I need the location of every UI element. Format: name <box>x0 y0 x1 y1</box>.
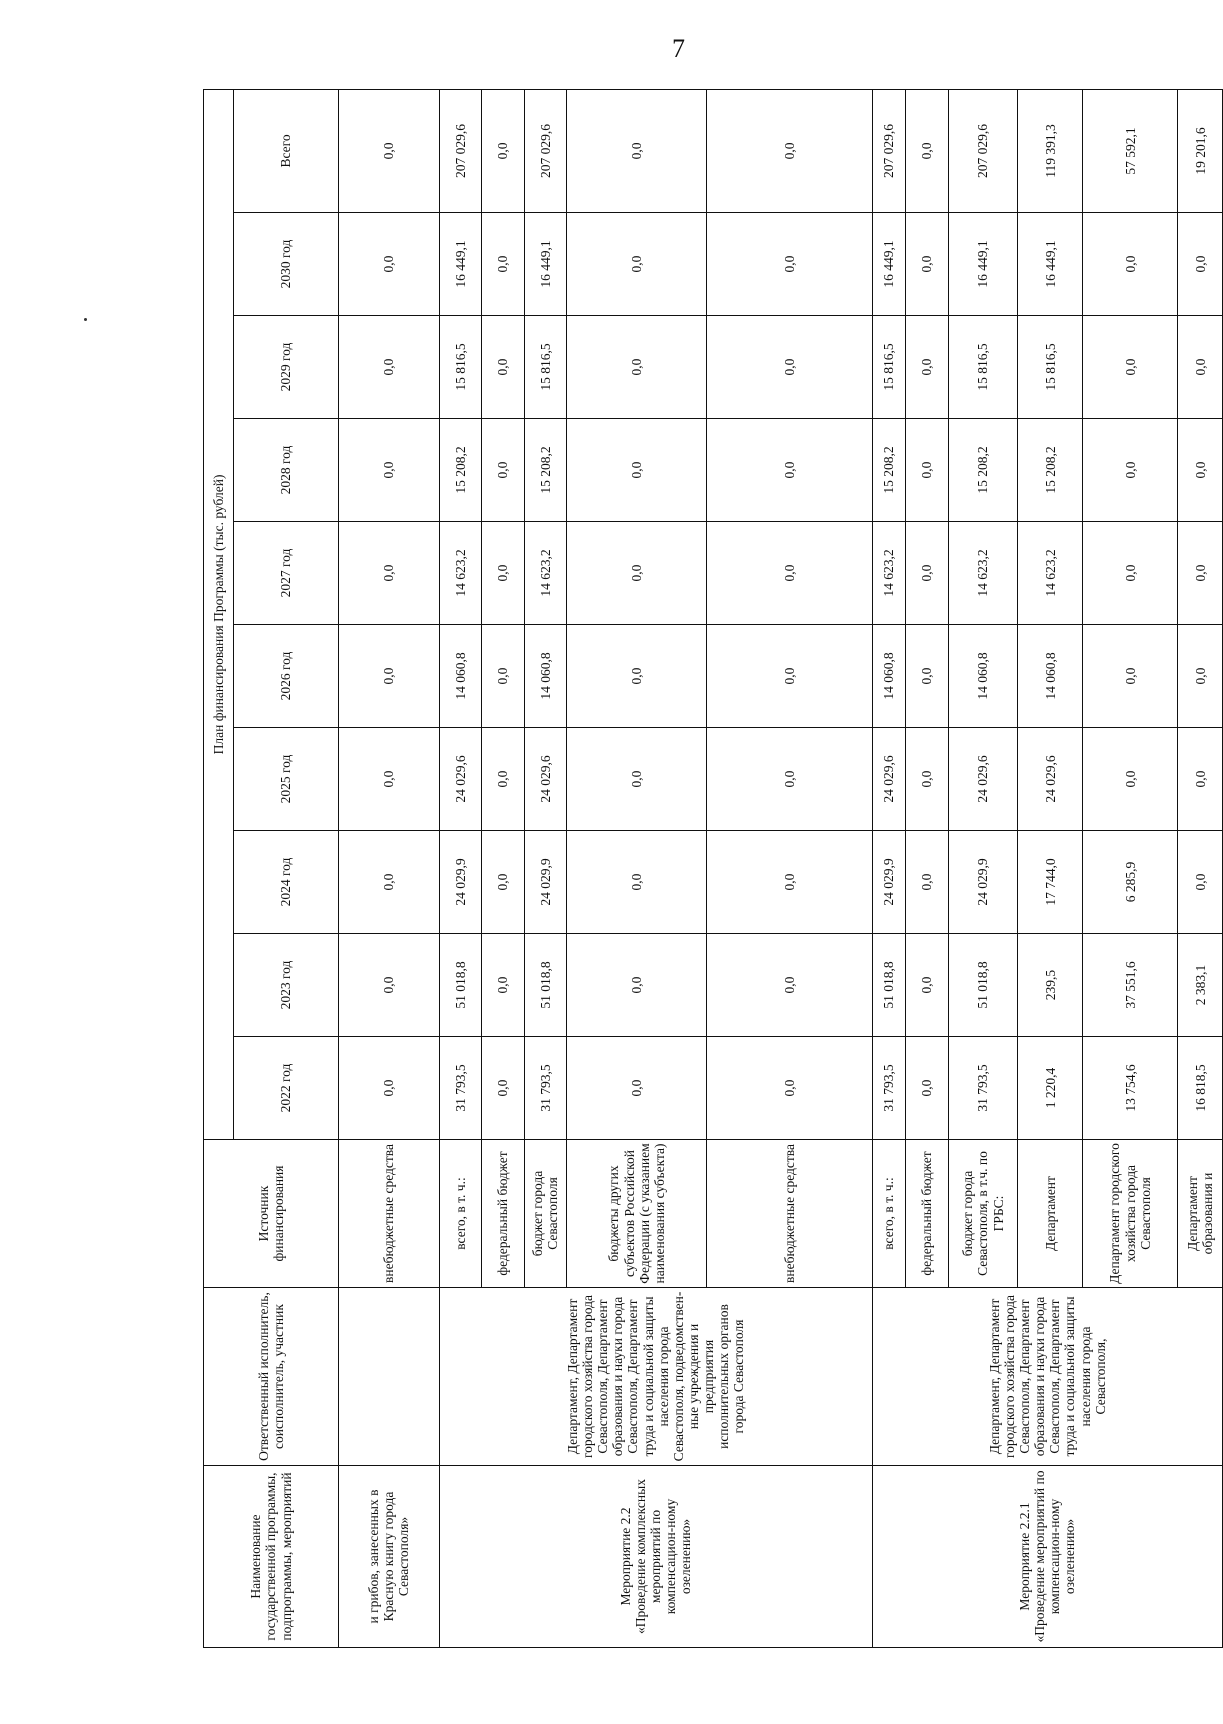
value-cell: 0,0 <box>1178 522 1223 625</box>
value-cell: 207 029,6 <box>439 89 482 212</box>
value-cell: 0,0 <box>567 728 707 831</box>
table-row <box>339 89 440 1647</box>
value-cell: 0,0 <box>567 419 707 522</box>
value-cell: 0,0 <box>339 625 440 728</box>
value-cell: 0,0 <box>1083 625 1178 728</box>
source-cell: бюджет города Севастополя, в т.ч. по ГРБС: <box>948 1140 1017 1288</box>
value-cell: 0,0 <box>906 213 949 316</box>
value-cell: 0,0 <box>567 213 707 316</box>
value-cell: 0,0 <box>906 934 949 1037</box>
value-cell: 15 816,5 <box>524 316 567 419</box>
header-year: 2024 год <box>234 831 339 934</box>
header-year: 2027 год <box>234 522 339 625</box>
value-cell: 0,0 <box>1178 831 1223 934</box>
name-cell: Мероприятие 2.2.1 «Проведение мероприятий по компенсацион-ному озеленению» <box>872 1466 1222 1648</box>
value-cell: 0,0 <box>567 316 707 419</box>
header-year: 2028 год <box>234 419 339 522</box>
value-cell: 24 029,6 <box>1018 728 1083 831</box>
value-cell: 0,0 <box>1083 316 1178 419</box>
value-cell: 15 208,2 <box>872 419 906 522</box>
value-cell: 0,0 <box>339 934 440 1037</box>
value-cell: 0,0 <box>906 316 949 419</box>
page-number: 7 <box>672 34 685 63</box>
value-cell: 14 060,8 <box>948 625 1017 728</box>
resp-cell: Департамент, Департамент городского хозяйства города Севастополя, Департамент образования и науки города Севастополя, Департамент труда и социальной защиты населения города Севастополя, подведомствен-ные учреждения и предприятия исполнительных органов города Севастополя <box>439 1288 872 1466</box>
value-cell: 0,0 <box>1178 213 1223 316</box>
value-cell: 31 793,5 <box>872 1037 906 1140</box>
value-cell: 14 623,2 <box>439 522 482 625</box>
value-cell: 0,0 <box>567 522 707 625</box>
value-cell: 16 449,1 <box>524 213 567 316</box>
value-cell: 51 018,8 <box>439 934 482 1037</box>
source-cell: бюджет города Севастополя <box>524 1140 567 1288</box>
value-cell: 15 816,5 <box>872 316 906 419</box>
value-cell: 6 285,9 <box>1083 831 1178 934</box>
value-cell: 31 793,5 <box>439 1037 482 1140</box>
value-cell: 0,0 <box>707 213 873 316</box>
value-cell: 37 551,6 <box>1083 934 1178 1037</box>
value-cell: 0,0 <box>482 316 525 419</box>
value-cell: 0,0 <box>707 1037 873 1140</box>
stray-mark <box>84 318 87 321</box>
table-row <box>872 89 906 1647</box>
value-cell: 14 060,8 <box>524 625 567 728</box>
value-cell: 0,0 <box>1083 419 1178 522</box>
value-cell: 16 818,5 <box>1178 1037 1223 1140</box>
value-cell: 57 592,1 <box>1083 89 1178 212</box>
value-cell: 51 018,8 <box>948 934 1017 1037</box>
value-cell: 0,0 <box>707 522 873 625</box>
value-cell: 16 449,1 <box>948 213 1017 316</box>
source-cell: всего, в т. ч.: <box>439 1140 482 1288</box>
header-source-col: Источник финансирования <box>204 1140 339 1288</box>
value-cell: 119 391,3 <box>1018 89 1083 212</box>
value-cell: 207 029,6 <box>872 89 906 212</box>
value-cell: 0,0 <box>567 1037 707 1140</box>
value-cell: 31 793,5 <box>948 1037 1017 1140</box>
value-cell: 14 060,8 <box>872 625 906 728</box>
value-cell: 16 449,1 <box>872 213 906 316</box>
resp-cell <box>339 1288 440 1466</box>
value-cell: 0,0 <box>567 625 707 728</box>
source-cell: внебюджетные средства <box>339 1140 440 1288</box>
rotated-table-wrapper <box>203 92 1223 1648</box>
header-year: 2023 год <box>234 934 339 1037</box>
header-plan-title: План финансирования Программы (тыс. рублей) <box>204 89 234 1139</box>
value-cell: 0,0 <box>707 419 873 522</box>
value-cell: 207 029,6 <box>524 89 567 212</box>
header-total: Всего <box>234 89 339 212</box>
value-cell: 16 449,1 <box>439 213 482 316</box>
value-cell: 14 623,2 <box>872 522 906 625</box>
value-cell: 0,0 <box>339 831 440 934</box>
value-cell: 51 018,8 <box>524 934 567 1037</box>
value-cell: 0,0 <box>707 89 873 212</box>
value-cell: 0,0 <box>482 625 525 728</box>
value-cell: 0,0 <box>482 522 525 625</box>
value-cell: 0,0 <box>707 831 873 934</box>
value-cell: 0,0 <box>339 522 440 625</box>
value-cell: 19 201,6 <box>1178 89 1223 212</box>
value-cell: 0,0 <box>906 419 949 522</box>
value-cell: 0,0 <box>339 213 440 316</box>
value-cell: 0,0 <box>482 213 525 316</box>
header-name-col: Наименование государственной программы, подпрограммы, мероприятий <box>204 1466 339 1648</box>
value-cell: 0,0 <box>707 728 873 831</box>
value-cell: 0,0 <box>482 934 525 1037</box>
value-cell: 14 623,2 <box>1018 522 1083 625</box>
source-cell: всего, в т. ч.: <box>872 1140 906 1288</box>
value-cell: 14 623,2 <box>948 522 1017 625</box>
value-cell: 0,0 <box>339 89 440 212</box>
value-cell: 0,0 <box>482 728 525 831</box>
value-cell: 2 383,1 <box>1178 934 1223 1037</box>
value-cell: 15 208,2 <box>1018 419 1083 522</box>
value-cell: 239,5 <box>1018 934 1083 1037</box>
value-cell: 24 029,9 <box>872 831 906 934</box>
value-cell: 15 208,2 <box>439 419 482 522</box>
value-cell: 14 623,2 <box>524 522 567 625</box>
value-cell: 24 029,6 <box>524 728 567 831</box>
value-cell: 0,0 <box>1083 522 1178 625</box>
value-cell: 51 018,8 <box>872 934 906 1037</box>
value-cell: 15 816,5 <box>1018 316 1083 419</box>
value-cell: 15 816,5 <box>439 316 482 419</box>
value-cell: 0,0 <box>1083 213 1178 316</box>
value-cell: 0,0 <box>906 522 949 625</box>
header-year: 2030 год <box>234 213 339 316</box>
header-year: 2025 год <box>234 728 339 831</box>
value-cell: 15 816,5 <box>948 316 1017 419</box>
value-cell: 0,0 <box>567 934 707 1037</box>
value-cell: 0,0 <box>906 89 949 212</box>
value-cell: 207 029,6 <box>948 89 1017 212</box>
source-cell: Департамент <box>1018 1140 1083 1288</box>
value-cell: 14 060,8 <box>439 625 482 728</box>
value-cell: 0,0 <box>1083 728 1178 831</box>
source-cell: Департамент городского хозяйства города Севастополя <box>1083 1140 1178 1288</box>
value-cell: 0,0 <box>707 625 873 728</box>
value-cell: 0,0 <box>482 89 525 212</box>
value-cell: 24 029,9 <box>524 831 567 934</box>
header-year: 2029 год <box>234 316 339 419</box>
value-cell: 0,0 <box>339 419 440 522</box>
header-resp-col: Ответственный исполнитель, соисполнитель, участник <box>204 1288 339 1466</box>
resp-cell: Департамент, Департамент городского хозяйства города Севастополя, Департамент образования и науки города Севастополя, Департамент труда и социальной защиты населения города Севастополя, <box>872 1288 1222 1466</box>
value-cell: 0,0 <box>707 316 873 419</box>
value-cell: 0,0 <box>339 1037 440 1140</box>
source-cell: внебюджетные средства <box>707 1140 873 1288</box>
value-cell: 15 208,2 <box>948 419 1017 522</box>
value-cell: 0,0 <box>482 419 525 522</box>
header-year: 2022 год <box>234 1037 339 1140</box>
value-cell: 0,0 <box>482 1037 525 1140</box>
value-cell: 0,0 <box>1178 728 1223 831</box>
value-cell: 0,0 <box>707 934 873 1037</box>
value-cell: 0,0 <box>1178 625 1223 728</box>
financing-plan-table <box>203 89 1223 1648</box>
value-cell: 17 744,0 <box>1018 831 1083 934</box>
value-cell: 0,0 <box>906 625 949 728</box>
value-cell: 24 029,9 <box>439 831 482 934</box>
value-cell: 13 754,6 <box>1083 1037 1178 1140</box>
source-cell: бюджеты других субъектов Российской Федерации (с указанием наименования субъекта) <box>567 1140 707 1288</box>
source-cell: Департамент образования и <box>1178 1140 1223 1288</box>
value-cell: 0,0 <box>906 831 949 934</box>
value-cell: 0,0 <box>1178 316 1223 419</box>
value-cell: 0,0 <box>906 1037 949 1140</box>
value-cell: 0,0 <box>482 831 525 934</box>
value-cell: 0,0 <box>567 89 707 212</box>
source-cell: федеральный бюджет <box>482 1140 525 1288</box>
value-cell: 0,0 <box>339 728 440 831</box>
value-cell: 0,0 <box>1178 419 1223 522</box>
value-cell: 24 029,6 <box>948 728 1017 831</box>
value-cell: 31 793,5 <box>524 1037 567 1140</box>
name-cell: Мероприятие 2.2 «Проведение комплексных мероприятий по компенсацион-ному озеленению» <box>439 1466 872 1648</box>
value-cell: 24 029,6 <box>439 728 482 831</box>
table-row <box>439 89 482 1647</box>
value-cell: 0,0 <box>339 316 440 419</box>
value-cell: 24 029,6 <box>872 728 906 831</box>
header-year: 2026 год <box>234 625 339 728</box>
value-cell: 24 029,9 <box>948 831 1017 934</box>
source-cell: федеральный бюджет <box>906 1140 949 1288</box>
value-cell: 16 449,1 <box>1018 213 1083 316</box>
value-cell: 1 220,4 <box>1018 1037 1083 1140</box>
value-cell: 15 208,2 <box>524 419 567 522</box>
value-cell: 0,0 <box>906 728 949 831</box>
name-cell: и грибов, занесенных в Красную книгу города Севастополя» <box>339 1466 440 1648</box>
value-cell: 0,0 <box>567 831 707 934</box>
value-cell: 14 060,8 <box>1018 625 1083 728</box>
